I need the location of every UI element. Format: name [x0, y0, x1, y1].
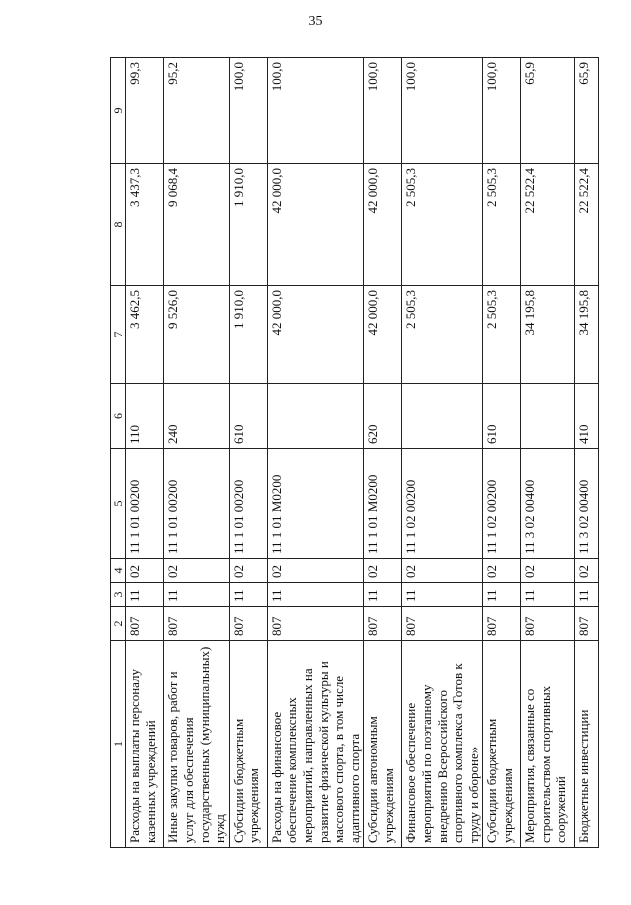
table-row: [267, 58, 364, 848]
table-cell-col-8: 22 522,4: [575, 164, 599, 286]
budget-table: [110, 57, 599, 848]
table-cell-col-9: 100,0: [267, 58, 364, 164]
table-cell-col-1: Иные закупки товаров, работ и услуг для обеспечения государственных (муниципальных) нужд: [164, 641, 229, 848]
table-cell-col-5: 11 3 02 00400: [521, 449, 575, 559]
table-cell-col-5: 11 1 01 00200: [164, 449, 229, 559]
column-header-7: 7: [111, 286, 126, 384]
column-header-2: 2: [111, 607, 126, 641]
table-cell-col-7: 9 526,0: [164, 286, 229, 384]
table-cell-col-3: 11: [229, 583, 267, 607]
table-cell-col-4: 02: [575, 559, 599, 583]
table-cell-col-6: 610: [229, 384, 267, 449]
table-cell-col-6: [267, 384, 364, 449]
column-header-6: 6: [111, 384, 126, 449]
table-cell-col-2: 807: [483, 607, 521, 641]
table-cell-col-4: 02: [483, 559, 521, 583]
table-cell-col-9: 100,0: [483, 58, 521, 164]
table-body: [126, 58, 599, 848]
table-cell-col-8: 2 505,3: [402, 164, 483, 286]
table-cell-col-8: 42 000,0: [364, 164, 402, 286]
table-cell-col-3: 11: [521, 583, 575, 607]
table-cell-col-4: 02: [402, 559, 483, 583]
table-row: [483, 58, 521, 848]
table-cell-col-4: 02: [267, 559, 364, 583]
table-cell-col-9: 100,0: [229, 58, 267, 164]
table-cell-col-1: Расходы на финансовое обеспечение комплексных мероприятий, направленных на развитие физической культуры и массового спорта, в том числе адаптивного спорта: [267, 641, 364, 848]
table-cell-col-6: [402, 384, 483, 449]
table-cell-col-1: Субсидии бюджетным учреждениям: [483, 641, 521, 848]
table-cell-col-5: 11 1 01 M0200: [267, 449, 364, 559]
table-cell-col-7: 2 505,3: [402, 286, 483, 384]
table-cell-col-5: 11 3 02 00400: [575, 449, 599, 559]
table-cell-col-2: 807: [575, 607, 599, 641]
table-cell-col-6: 610: [483, 384, 521, 449]
table-cell-col-5: 11 1 02 00200: [402, 449, 483, 559]
table-cell-col-2: 807: [521, 607, 575, 641]
table-cell-col-7: 3 462,5: [126, 286, 164, 384]
table-row: [402, 58, 483, 848]
table-cell-col-9: 99,3: [126, 58, 164, 164]
table-cell-col-3: 11: [267, 583, 364, 607]
table-row: [126, 58, 164, 848]
column-header-4: 4: [111, 559, 126, 583]
table-cell-col-3: 11: [575, 583, 599, 607]
table-cell-col-5: 11 1 01 M0200: [364, 449, 402, 559]
column-header-8: 8: [111, 164, 126, 286]
table-cell-col-6: [521, 384, 575, 449]
table-cell-col-8: 1 910,0: [229, 164, 267, 286]
table-cell-col-2: 807: [164, 607, 229, 641]
table-cell-col-5: 11 1 01 00200: [229, 449, 267, 559]
table-cell-col-5: 11 1 02 00200: [483, 449, 521, 559]
table-viewport: [110, 58, 592, 848]
rotated-table-container: [110, 58, 592, 848]
table-cell-col-3: 11: [402, 583, 483, 607]
table-cell-col-4: 02: [126, 559, 164, 583]
table-cell-col-8: 2 505,3: [483, 164, 521, 286]
table-cell-col-8: 22 522,4: [521, 164, 575, 286]
table-cell-col-3: 11: [126, 583, 164, 607]
table-cell-col-4: 02: [364, 559, 402, 583]
table-cell-col-9: 95,2: [164, 58, 229, 164]
column-header-1: 1: [111, 641, 126, 848]
table-row: [521, 58, 575, 848]
table-cell-col-1: Финансовое обеспечение мероприятий по поэтапному внедрению Всероссийского спортивного комплекса «Готов к труду и обороне»: [402, 641, 483, 848]
table-cell-col-2: 807: [402, 607, 483, 641]
table-cell-col-3: 11: [364, 583, 402, 607]
column-header-3: 3: [111, 583, 126, 607]
table-cell-col-3: 11: [164, 583, 229, 607]
table-cell-col-7: 34 195,8: [521, 286, 575, 384]
table-cell-col-7: 42 000,0: [267, 286, 364, 384]
table-cell-col-7: 34 195,8: [575, 286, 599, 384]
table-cell-col-2: 807: [229, 607, 267, 641]
table-cell-col-6: 410: [575, 384, 599, 449]
table-cell-col-8: 9 068,4: [164, 164, 229, 286]
table-cell-col-2: 807: [267, 607, 364, 641]
table-cell-col-1: Бюджетные инвестиции: [575, 641, 599, 848]
table-cell-col-9: 65,9: [575, 58, 599, 164]
table-cell-col-7: 42 000,0: [364, 286, 402, 384]
table-row: [229, 58, 267, 848]
table-cell-col-4: 02: [164, 559, 229, 583]
table-cell-col-4: 02: [521, 559, 575, 583]
table-cell-col-4: 02: [229, 559, 267, 583]
table-cell-col-6: 620: [364, 384, 402, 449]
column-header-9: 9: [111, 58, 126, 164]
table-cell-col-1: Субсидии бюджетным учреждениям: [229, 641, 267, 848]
table-cell-col-5: 11 1 01 00200: [126, 449, 164, 559]
table-cell-col-8: 3 437,3: [126, 164, 164, 286]
table-cell-col-6: 110: [126, 384, 164, 449]
table-cell-col-3: 11: [483, 583, 521, 607]
table-cell-col-6: 240: [164, 384, 229, 449]
table-cell-col-2: 807: [364, 607, 402, 641]
table-header-row: [111, 58, 126, 848]
table-cell-col-9: 65,9: [521, 58, 575, 164]
table-cell-col-2: 807: [126, 607, 164, 641]
table-cell-col-7: 2 505,3: [483, 286, 521, 384]
column-header-5: 5: [111, 449, 126, 559]
table-cell-col-9: 100,0: [402, 58, 483, 164]
table-cell-col-9: 100,0: [364, 58, 402, 164]
table-cell-col-7: 1 910,0: [229, 286, 267, 384]
table-cell-col-8: 42 000,0: [267, 164, 364, 286]
table-cell-col-1: Мероприятия, связанные со строительством спортивных сооружений: [521, 641, 575, 848]
page-number: 35: [308, 14, 323, 29]
table-row: [575, 58, 599, 848]
table-cell-col-1: Субсидии автономным учреждениям: [364, 641, 402, 848]
table-row: [364, 58, 402, 848]
table-row: [164, 58, 229, 848]
table-cell-col-1: Расходы на выплаты персоналу казенных учреждений: [126, 641, 164, 848]
